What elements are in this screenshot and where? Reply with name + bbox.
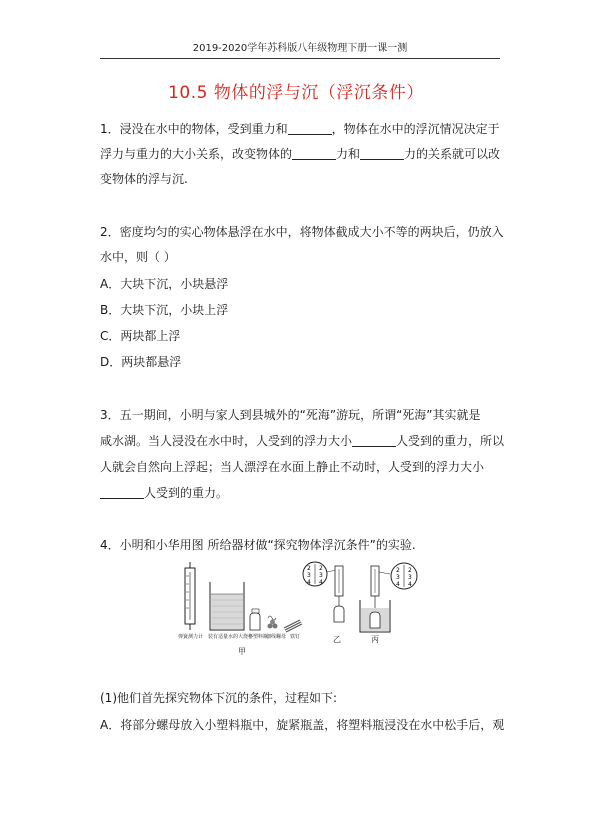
- answer-blank[interactable]: [288, 121, 332, 135]
- page-header: 2019-2020学年苏科版八年级物理下册一课一测: [100, 40, 500, 59]
- answer-blank[interactable]: [360, 146, 404, 160]
- bottle-icon: [250, 609, 260, 630]
- dial-number: 3: [396, 574, 400, 581]
- q2-option-a: A．大块下沉，小块悬浮: [100, 277, 229, 291]
- q1-text-1a: 1．浸没在水中的物体，受到重力和: [100, 122, 288, 136]
- dial-number: 2: [319, 565, 323, 572]
- q3-line-2: [100, 429, 505, 454]
- q1-line-1: [100, 117, 500, 142]
- answer-blank[interactable]: [292, 146, 336, 160]
- spring-scale-icon: [371, 566, 379, 612]
- label-bing: 丙: [371, 635, 379, 644]
- caption-spring-scale: 弹簧测力计: [178, 634, 204, 640]
- q1-line-2: [100, 142, 500, 167]
- dial-number: 4: [307, 579, 311, 586]
- page-title: 10.5 物体的浮与沉（浮沉条件）: [168, 83, 424, 103]
- q1-text-2b: 力和: [336, 147, 361, 161]
- spring-scale-icon: [185, 562, 195, 630]
- thread-icon: [268, 616, 276, 620]
- q3-line-1: 3．五一期间，小明与家人到县城外的“死海”游玩，所谓“死海”其实就是: [100, 408, 481, 422]
- q2-option-d: D．两块都悬浮: [100, 355, 182, 369]
- q3-text-2b: 人受到的重力，所以: [396, 434, 505, 448]
- dial-number: 2: [408, 567, 412, 574]
- q1-text-2c: 力的关系就可以改: [404, 147, 501, 161]
- q2-line-1: 2．密度均匀的实心物体悬浮在水中，将物体截成大小不等的两块后，仍放入: [100, 225, 504, 239]
- q3-line-3: 人就会自然向上浮起；当人漂浮在水面上静止不动时，人受到的浮力大小: [100, 460, 485, 474]
- q2-option-b: B．大块下沉，小块上浮: [100, 303, 229, 317]
- scale-reading-magnifier-icon: [379, 563, 417, 589]
- dial-number: 2: [307, 565, 311, 572]
- label-yi: 乙: [333, 635, 341, 644]
- q1-text-1b: ，物体在水中的浮沉情况决定于: [331, 122, 500, 136]
- dial-number: 3: [319, 572, 323, 579]
- caption-nut: 螺母: [276, 634, 287, 640]
- q3-text-2a: 咸水湖。当人浸没在水中时，人受到的浮力大小: [100, 434, 353, 448]
- q3-text-4: 人受到的重力。: [144, 486, 229, 500]
- bottle-icon: [334, 606, 344, 622]
- q3-line-4: [100, 481, 500, 506]
- caption-nail: 铁钉: [290, 634, 301, 640]
- q4-sub-1a: A．将部分螺母放入小塑料瓶中，旋紧瓶盖，将塑料瓶浸没在水中松手后，观: [100, 718, 505, 732]
- nut-icon: [268, 620, 278, 629]
- q2-line-2: 水中，则（ ）: [100, 250, 176, 264]
- caption-beaker: 装有适量水的大烧杯: [208, 634, 254, 640]
- answer-blank[interactable]: [100, 485, 144, 499]
- nail-icon: [284, 620, 302, 632]
- scale-reading-magnifier-icon: [303, 562, 336, 586]
- label-jia: 甲: [238, 647, 246, 656]
- q1-text-2a: 浮力与重力的大小关系，改变物体的: [100, 147, 293, 161]
- dial-number: 4: [319, 579, 323, 586]
- q1-line-3: 变物体的浮与沉.: [100, 172, 188, 186]
- q2-option-c: C．两块都上浮: [100, 329, 181, 343]
- spring-scale-icon: [335, 566, 343, 606]
- q4-line-1: 4．小明和小华用图 所给器材做“探究物体浮沉条件”的实验.: [100, 538, 416, 552]
- caption-bottle: 小塑料瓶: [248, 634, 269, 640]
- dial-number: 2: [396, 567, 400, 574]
- caption-thread: 细线: [266, 634, 277, 640]
- dial-number: 4: [396, 581, 400, 588]
- q4-sub-1: (1)他们首先探究物体下沉的条件，过程如下:: [100, 691, 338, 705]
- experiment-figure: [172, 560, 444, 660]
- answer-blank[interactable]: [352, 433, 396, 447]
- dial-number: 3: [307, 572, 311, 579]
- dial-number: 4: [408, 581, 412, 588]
- beaker-icon: [210, 582, 244, 630]
- dial-number: 3: [408, 574, 412, 581]
